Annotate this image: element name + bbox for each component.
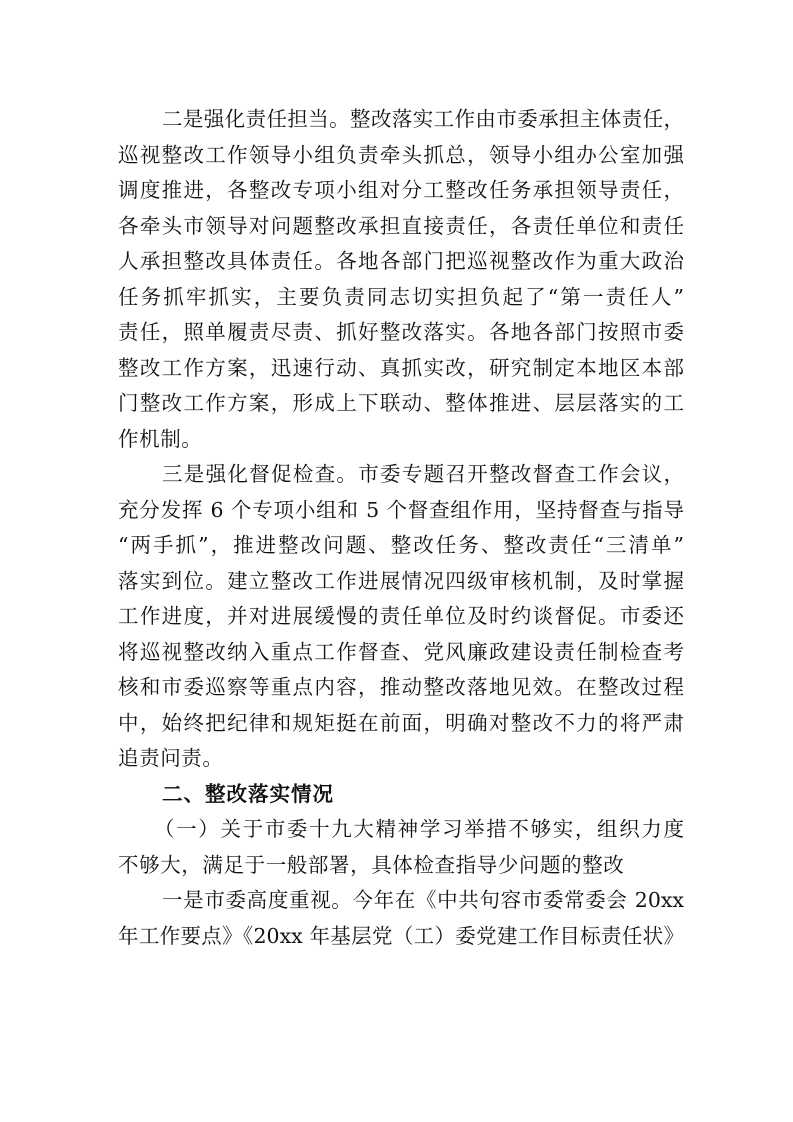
text-line: 门整改工作方案，形成上下联动、整体推进、层层落实的工 [118, 391, 684, 415]
text-line: 各牵头市领导对问题整改承担直接责任，各责任单位和责任 [118, 213, 684, 238]
text-line: 将巡视整改纳入重点工作督查、党风廉政建设责任制检查考 [118, 639, 684, 664]
document-page [118, 102, 684, 954]
text-line: “两手抓”，推进整改问题、整改任务、整改责任“三清单” [118, 533, 684, 557]
section-heading: 二、整改落实情况 [162, 781, 334, 806]
text-line: 整改工作方案，迅速行动、真抓实改，研究制定本地区本部 [118, 355, 684, 380]
text-line: 年工作要点》《20xx 年基层党（工）委党建工作目标责任状》 [118, 923, 684, 948]
text-line: （一）关于市委十九大精神学习举措不够实，组织力度 [154, 817, 684, 841]
text-line: 作机制。 [118, 426, 203, 451]
text-line: 责任，照单履责尽责、抓好整改落实。各地各部门按照市委 [118, 320, 684, 344]
text-line: 一是市委高度重视。今年在《中共句容市委常委会 20xx [162, 888, 684, 912]
text-line: 不够大，满足于一般部署，具体检查指导少问题的整改 [118, 852, 625, 877]
text-line: 工作进度，并对进展缓慢的责任单位及时约谈督促。市委还 [118, 604, 684, 628]
text-line: 充分发挥 6 个专项小组和 5 个督查组作用，坚持督查与指导 [118, 497, 684, 522]
text-line: 任务抓牢抓实，主要负责同志切实担负起了“第一责任人” [118, 284, 684, 309]
text-line: 巡视整改工作领导小组负责牵头抓总，领导小组办公室加强 [118, 142, 684, 167]
text-line: 核和市委巡察等重点内容，推动整改落地见效。在整改过程 [118, 675, 684, 699]
text-line: 追责问责。 [118, 746, 224, 770]
text-line: 二是强化责任担当。整改落实工作由市委承担主体责任， [162, 107, 684, 131]
text-line: 三是强化督促检查。市委专题召开整改督查工作会议， [162, 462, 684, 486]
text-line: 调度推进，各整改专项小组对分工整改任务承担领导责任， [118, 178, 684, 202]
text-line: 中，始终把纪律和规矩挺在前面，明确对整改不力的将严肃 [118, 710, 684, 735]
text-line: 落实到位。建立整改工作进展情况四级审核机制，及时掌握 [118, 568, 684, 593]
text-line: 人承担整改具体责任。各地各部门把巡视整改作为重大政治 [118, 249, 684, 273]
